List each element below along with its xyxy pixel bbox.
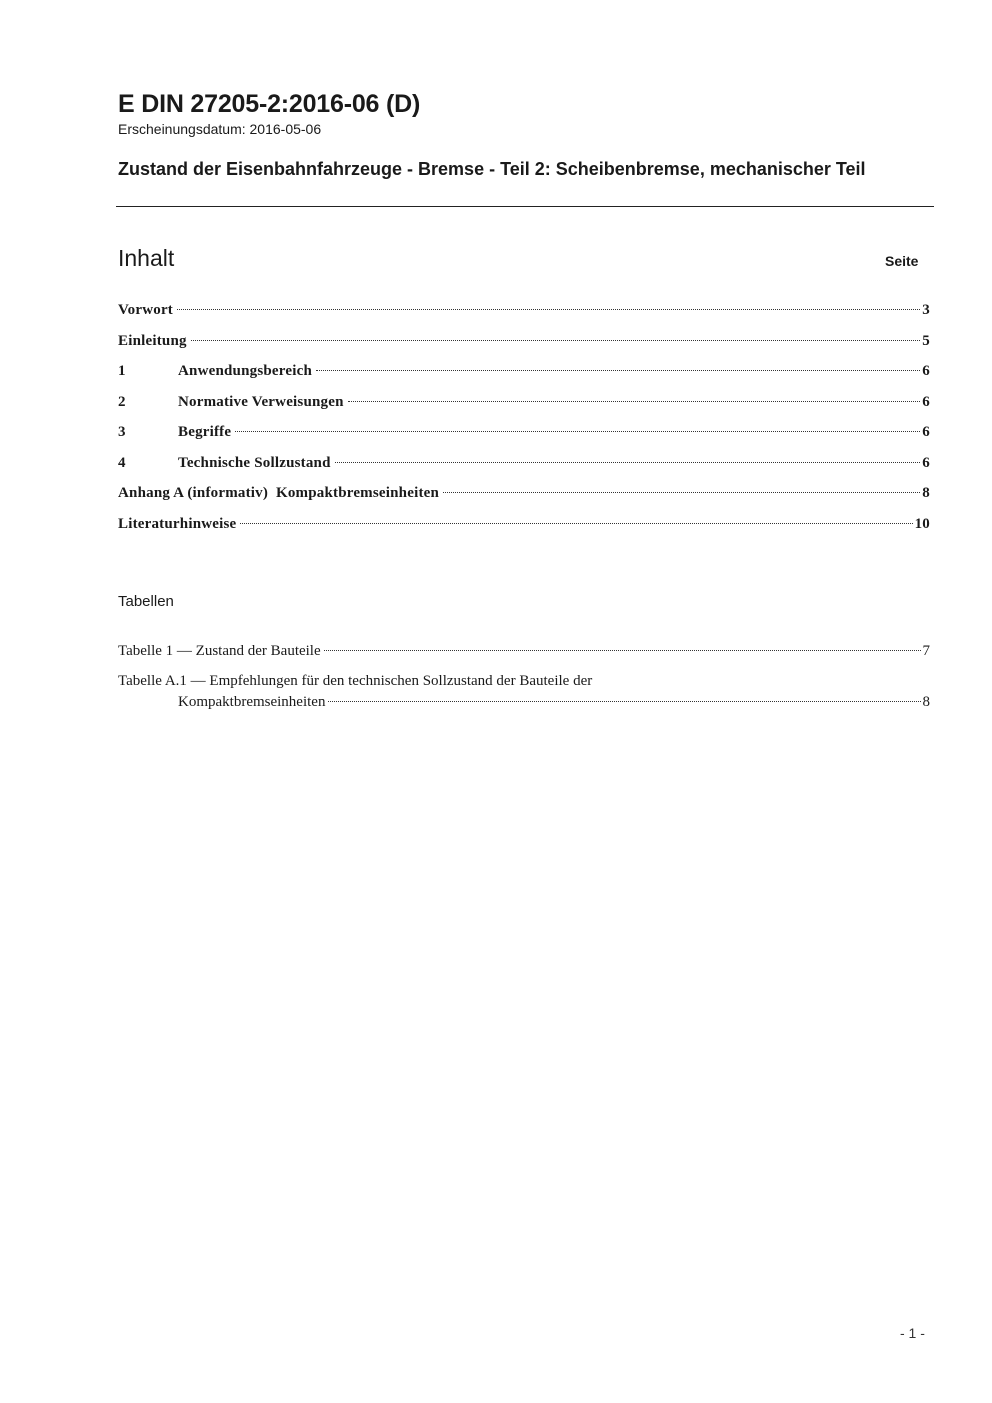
toc-entry-page: 6	[922, 393, 930, 410]
toc-entry-label: Vorwort	[118, 302, 173, 318]
toc-leader-dots	[316, 370, 920, 371]
document-subtitle: Zustand der Eisenbahnfahrzeuge - Bremse - Teil 2: Scheibenbremse, mechanischer Teil	[118, 159, 866, 179]
toc-entry-literaturhinweise[interactable]	[118, 516, 930, 547]
publication-date: Erscheinungsdatum: 2016-05-06	[118, 121, 322, 137]
toc-entry-page: 3	[922, 302, 930, 318]
toc-leader-dots	[335, 462, 921, 463]
table-entry-label: Tabelle A.1 — Empfehlungen für den technischen Sollzustand der Bauteile der	[118, 673, 593, 689]
toc-entry-number: 3	[118, 424, 126, 440]
toc-entry-page: 10	[914, 515, 930, 532]
toc-entry-anhang-a[interactable]	[118, 485, 930, 516]
header-divider	[116, 206, 934, 207]
toc-entry-label: Einleitung	[118, 332, 187, 349]
toc-entry-anwendungsbereich[interactable]	[118, 363, 930, 394]
toc-entry-vorwort[interactable]	[118, 302, 930, 333]
table-entry-continuation	[118, 694, 930, 711]
toc-entry-einleitung[interactable]	[118, 333, 930, 364]
tables-list	[118, 643, 930, 711]
toc-entry-page: 8	[922, 485, 930, 501]
toc-heading: Inhalt	[118, 245, 175, 271]
toc-leader-dots	[191, 340, 921, 341]
toc-entry-label: Technische Sollzustand	[178, 454, 331, 471]
toc-entry-begriffe[interactable]	[118, 424, 930, 455]
toc-entry-page: 6	[922, 363, 930, 379]
toc-entry-page: 6	[922, 454, 930, 471]
table-leader-dots	[324, 650, 921, 651]
toc-entry-page: 5	[922, 332, 930, 349]
toc-entry-normative-verweisungen[interactable]	[118, 394, 930, 425]
table-entry-page: 8	[922, 694, 930, 710]
table-entry-1[interactable]	[118, 643, 930, 673]
table-entry-label-continued: Kompaktbremseinheiten	[178, 694, 326, 710]
toc-entry-page: 6	[922, 424, 930, 440]
page-number: - 1 -	[900, 1325, 925, 1341]
document-title: E DIN 27205-2:2016-06 (D)	[118, 90, 421, 118]
toc-entry-number: 2	[118, 393, 126, 410]
toc-entry-label: Normative Verweisungen	[178, 393, 344, 410]
table-entry-label: Tabelle 1 — Zustand der Bauteile	[118, 643, 321, 659]
toc-leader-dots	[348, 401, 921, 402]
table-entry-page: 7	[922, 643, 930, 659]
tables-heading: Tabellen	[118, 593, 174, 610]
table-leader-dots	[328, 701, 920, 702]
toc-entry-label: Anwendungsbereich	[178, 363, 312, 379]
toc-page-column-label: Seite	[885, 253, 919, 269]
toc-entry-number: 4	[118, 454, 126, 471]
toc-entry-technische-sollzustand[interactable]	[118, 455, 930, 486]
toc-entry-label: Anhang A (informativ) Kompaktbremseinheiten	[118, 485, 440, 501]
toc-entry-label: Begriffe	[178, 424, 232, 440]
toc-entry-number: 1	[118, 363, 126, 379]
toc-leader-dots	[177, 309, 920, 310]
table-entry-a1[interactable]	[118, 673, 930, 711]
toc-entry-label: Literaturhinweise	[118, 515, 237, 532]
toc-leader-dots	[235, 431, 920, 432]
toc-leader-dots	[240, 523, 912, 524]
toc-leader-dots	[443, 492, 920, 493]
toc-list	[118, 302, 930, 546]
